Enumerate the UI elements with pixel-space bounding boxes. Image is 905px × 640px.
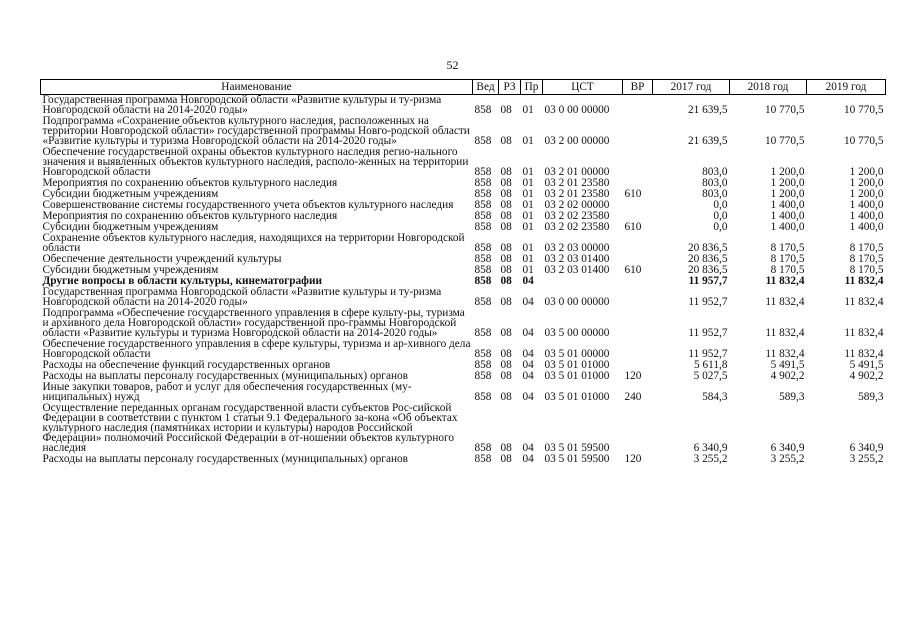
row-name: Обеспечение государственного управления в сфере культуры, туризма и ар-хивного дела Новгородской области (42, 338, 471, 360)
row-vr (623, 147, 653, 178)
table-row (41, 287, 886, 308)
row-rz: 08 (500, 359, 512, 371)
row-amount-2019: 4 902,2 (849, 370, 884, 382)
row-ved: 858 (474, 359, 492, 371)
row-amount-2017: 11 952,7 (688, 327, 728, 339)
row-amount-2018: 1 400,0 (770, 221, 805, 233)
row-amount-2019: 1 200,0 (849, 188, 884, 200)
row-amount-2019: 5 491,5 (849, 359, 884, 371)
row-amount-2019: 1 200,0 (849, 177, 884, 189)
row-amount-2018: 589,3 (779, 391, 805, 403)
row-cst: 03 2 01 00000 (544, 166, 610, 178)
row-amount-2017: 0,0 (713, 199, 728, 211)
row-ved: 858 (474, 453, 492, 465)
row-amount-2017: 6 340,9 (693, 442, 728, 454)
row-name: Государственная программа Новгородской области «Развитие культуры и ту-ризма Новгородской области на 2014-2020 годы» (42, 286, 442, 308)
page-number: 52 (446, 58, 459, 72)
row-rz: 08 (500, 391, 512, 403)
row-cst: 03 2 03 01400 (544, 253, 610, 265)
row-amount-2017: 5 611,8 (694, 359, 728, 371)
row-ved: 858 (474, 327, 492, 339)
row-cst: 03 2 01 23580 (544, 188, 610, 200)
row-ved: 858 (474, 177, 492, 189)
row-ved: 858 (474, 242, 492, 254)
row-pr: 01 (522, 104, 534, 116)
header-name: Наименование (41, 80, 473, 95)
row-amount-2018: 11 832,4 (765, 296, 805, 308)
row-amount-2018: 1 200,0 (770, 177, 805, 189)
row-pr: 01 (522, 166, 534, 178)
row-name: Субсидии бюджетным учреждениям (42, 221, 219, 233)
row-pr: 04 (522, 442, 534, 454)
row-rz: 08 (500, 177, 512, 189)
row-rz: 08 (500, 104, 512, 116)
row-vr: 240 (624, 391, 642, 403)
row-amount-2019: 11 832,4 (844, 348, 884, 360)
row-ved: 858 (474, 296, 492, 308)
row-ved: 858 (474, 391, 492, 403)
row-name: Обеспечение деятельности учреждений культуры (42, 253, 282, 265)
row-pr: 04 (522, 348, 534, 360)
header-2018: 2018 год (730, 80, 807, 95)
row-amount-2018: 10 770,5 (764, 104, 805, 116)
row-amount-2018: 1 200,0 (770, 188, 805, 200)
row-pr: 04 (522, 359, 534, 371)
row-amount-2017: 21 639,5 (687, 135, 728, 147)
row-amount-2017: 11 957,7 (688, 275, 728, 287)
header-cst: ЦСТ (543, 80, 623, 95)
row-amount-2018: 11 832,4 (765, 327, 805, 339)
row-amount-2017: 803,0 (702, 188, 728, 200)
row-amount-2019: 8 170,5 (849, 242, 884, 254)
row-ved: 858 (474, 275, 492, 287)
row-cst: 03 2 02 00000 (544, 199, 610, 211)
row-cst: 03 5 01 00000 (544, 348, 610, 360)
row-rz: 08 (500, 453, 512, 465)
row-amount-2018: 3 255,2 (770, 453, 805, 465)
row-vr: 610 (624, 264, 642, 276)
table-header-row (41, 80, 886, 95)
row-ved: 858 (474, 166, 492, 178)
row-vr: 610 (624, 188, 642, 200)
row-pr: 04 (522, 370, 534, 382)
row-pr: 01 (522, 177, 534, 189)
row-amount-2017: 803,0 (702, 177, 728, 189)
row-amount-2018: 8 170,5 (770, 253, 805, 265)
row-amount-2019: 1 200,0 (849, 166, 884, 178)
header-ved: Вед (473, 80, 499, 95)
row-name: Мероприятия по сохранению объектов культурного наследия (42, 177, 338, 189)
row-cst: 03 0 00 00000 (544, 296, 610, 308)
row-amount-2017: 20 836,5 (687, 264, 728, 276)
row-rz: 08 (500, 327, 512, 339)
table-row (41, 308, 886, 339)
row-rz: 08 (500, 348, 512, 360)
row-vr (623, 95, 653, 117)
table-row (41, 339, 886, 360)
header-rz: РЗ (499, 80, 521, 95)
row-ved: 858 (474, 253, 492, 265)
row-amount-2019: 11 832,4 (844, 275, 884, 287)
row-amount-2018: 5 491,5 (770, 359, 805, 371)
row-rz: 08 (500, 210, 512, 222)
header-vr: ВР (623, 80, 653, 95)
row-amount-2017: 20 836,5 (687, 242, 728, 254)
row-vr: 610 (624, 221, 642, 233)
row-amount-2017: 0,0 (713, 210, 728, 222)
row-amount-2017: 3 255,2 (693, 453, 728, 465)
row-cst: 03 5 01 01000 (544, 370, 610, 382)
row-amount-2017: 11 952,7 (688, 296, 728, 308)
row-name: Государственная программа Новгородской области «Развитие культуры и ту-ризма Новгородской области на 2014-2020 годы» (42, 94, 442, 116)
row-cst: 03 2 03 00000 (544, 242, 610, 254)
table-body (41, 95, 886, 466)
row-pr: 04 (522, 296, 534, 308)
row-amount-2019: 10 770,5 (843, 104, 884, 116)
row-vr (623, 233, 653, 254)
row-vr (623, 200, 653, 211)
row-amount-2018: 8 170,5 (770, 242, 805, 254)
row-rz: 08 (500, 275, 512, 287)
row-amount-2017: 11 952,7 (688, 348, 728, 360)
row-pr: 01 (522, 199, 534, 211)
budget-table (40, 79, 886, 465)
row-pr: 04 (522, 453, 534, 465)
row-rz: 08 (500, 166, 512, 178)
row-amount-2019: 589,3 (858, 391, 884, 403)
row-amount-2019: 3 255,2 (849, 453, 884, 465)
row-name: Субсидии бюджетным учреждениям (42, 264, 219, 276)
row-cst: 03 0 00 00000 (544, 104, 610, 116)
row-rz: 08 (500, 221, 512, 233)
row-cst: 03 5 01 59500 (544, 442, 610, 454)
row-rz: 08 (500, 370, 512, 382)
row-pr: 01 (522, 264, 534, 276)
row-vr: 120 (624, 370, 642, 382)
row-rz: 08 (500, 135, 512, 147)
row-cst: 03 5 00 00000 (544, 327, 610, 339)
row-name: Мероприятия по сохранению объектов культурного наследия (42, 210, 338, 222)
row-amount-2019: 6 340,9 (849, 442, 884, 454)
header-2019: 2019 год (807, 80, 886, 95)
row-cst: 03 5 01 01000 (544, 391, 610, 403)
row-amount-2018: 1 200,0 (770, 166, 805, 178)
row-ved: 858 (474, 135, 492, 147)
row-pr: 04 (522, 275, 534, 287)
row-pr: 01 (522, 253, 534, 265)
row-cst: 03 2 02 23580 (544, 221, 610, 233)
row-amount-2019: 10 770,5 (843, 135, 884, 147)
row-vr (623, 287, 653, 308)
row-amount-2018: 6 340,9 (770, 442, 805, 454)
row-pr: 01 (522, 242, 534, 254)
row-amount-2019: 8 170,5 (849, 253, 884, 265)
row-vr (623, 308, 653, 339)
row-amount-2018: 1 400,0 (770, 210, 805, 222)
row-pr: 04 (522, 327, 534, 339)
row-rz: 08 (500, 188, 512, 200)
row-vr: 120 (624, 453, 642, 465)
row-name: Подпрограмма «Сохранение объектов культурного наследия, расположенных на территории Новгородской области» государственной программы Новго-родской области «Развитие культуры и туризма Новгородской области на 2014-2020 годы» (42, 115, 470, 147)
row-amount-2017: 20 836,5 (687, 253, 728, 265)
row-amount-2018: 8 170,5 (770, 264, 805, 276)
header-pr: Пр (521, 80, 543, 95)
row-ved: 858 (474, 104, 492, 116)
row-amount-2017: 21 639,5 (687, 104, 728, 116)
row-ved: 858 (474, 348, 492, 360)
row-amount-2018: 10 770,5 (764, 135, 805, 147)
row-name: Иные закупки товаров, работ и услуг для обеспечения государственных (му-ниципальных) нужд (42, 381, 412, 403)
row-cst: 03 2 03 01400 (544, 264, 610, 276)
row-amount-2019: 1 400,0 (849, 210, 884, 222)
row-cst: 03 2 01 23580 (544, 177, 610, 189)
row-cst: 03 2 02 23580 (544, 210, 610, 222)
row-pr: 01 (522, 210, 534, 222)
table-row (41, 454, 886, 465)
row-amount-2017: 0,0 (713, 221, 728, 233)
row-name: Другие вопросы в области культуры, кинематографии (42, 275, 322, 287)
row-cst: 03 2 00 00000 (544, 135, 610, 147)
row-cst (543, 276, 623, 287)
row-amount-2018: 11 832,4 (765, 348, 805, 360)
row-name: Расходы на выплаты персоналу государственных (муниципальных) органов (42, 453, 408, 465)
row-amount-2019: 1 400,0 (849, 199, 884, 211)
row-amount-2017: 5 027,5 (693, 370, 728, 382)
row-cst: 03 5 01 01000 (544, 359, 610, 371)
row-rz: 08 (500, 264, 512, 276)
row-name: Обеспечение государственной охраны объектов культурного наследия регио-нального значения и выявленных объектов культурного наследия, располо-женных на территории Новгородской области (42, 146, 469, 178)
row-ved: 858 (474, 199, 492, 211)
row-amount-2017: 584,3 (702, 391, 728, 403)
row-amount-2018: 11 832,4 (765, 275, 805, 287)
table-row (41, 147, 886, 178)
row-amount-2019: 1 400,0 (849, 221, 884, 233)
row-name: Расходы на обеспечение функций государственных органов (42, 359, 331, 371)
row-amount-2017: 803,0 (702, 166, 728, 178)
row-rz: 08 (500, 242, 512, 254)
row-pr: 04 (522, 391, 534, 403)
row-name: Расходы на выплаты персоналу государственных (муниципальных) органов (42, 370, 408, 382)
row-pr: 01 (522, 188, 534, 200)
row-amount-2018: 1 400,0 (770, 199, 805, 211)
row-rz: 08 (500, 442, 512, 454)
table-row (41, 95, 886, 117)
table-row (41, 233, 886, 254)
row-ved: 858 (474, 264, 492, 276)
row-ved: 858 (474, 210, 492, 222)
table-row (41, 382, 886, 403)
row-name: Совершенствование системы государственного учета объектов культурного наследия (42, 199, 454, 211)
row-name: Субсидии бюджетным учреждениям (42, 188, 219, 200)
row-vr (623, 116, 653, 147)
row-amount-2019: 11 832,4 (844, 327, 884, 339)
row-ved: 858 (474, 442, 492, 454)
row-vr (623, 339, 653, 360)
row-vr (623, 276, 653, 287)
row-amount-2018: 4 902,2 (770, 370, 805, 382)
row-rz: 08 (500, 199, 512, 211)
row-ved: 858 (474, 370, 492, 382)
row-name: Осуществление переданных органам государственной власти субъектов Рос-сийской Федерации в соответствии с пунктом 1 статьи 9.1 Федерального за-кона «Об объектах культурного наследия (памятниках истории и культуры) народов Российской Федерации» полномочий Российской Федерации в от-ношении объектов культурного наследия (42, 402, 458, 454)
row-rz: 08 (500, 296, 512, 308)
row-rz: 08 (500, 253, 512, 265)
row-name: Подпрограмма «Обеспечение государственного управления в сфере культу-ры, туризма и архивного дела Новгородской области» государственной про-граммы Новгородской области «Развитие культуры и туризма Новгородской области на 2014-2020 годы» (42, 307, 465, 339)
row-cst: 03 5 01 59500 (544, 453, 610, 465)
row-amount-2019: 8 170,5 (849, 264, 884, 276)
row-ved: 858 (474, 188, 492, 200)
row-name: Сохранение объектов культурного наследия, находящихся на территории Новгородской области (42, 232, 465, 254)
table-row (41, 116, 886, 147)
row-ved: 858 (474, 221, 492, 233)
table-row (41, 403, 886, 454)
row-pr: 01 (522, 221, 534, 233)
row-vr (623, 403, 653, 454)
row-amount-2019: 11 832,4 (844, 296, 884, 308)
header-2017: 2017 год (653, 80, 730, 95)
row-pr: 01 (522, 135, 534, 147)
